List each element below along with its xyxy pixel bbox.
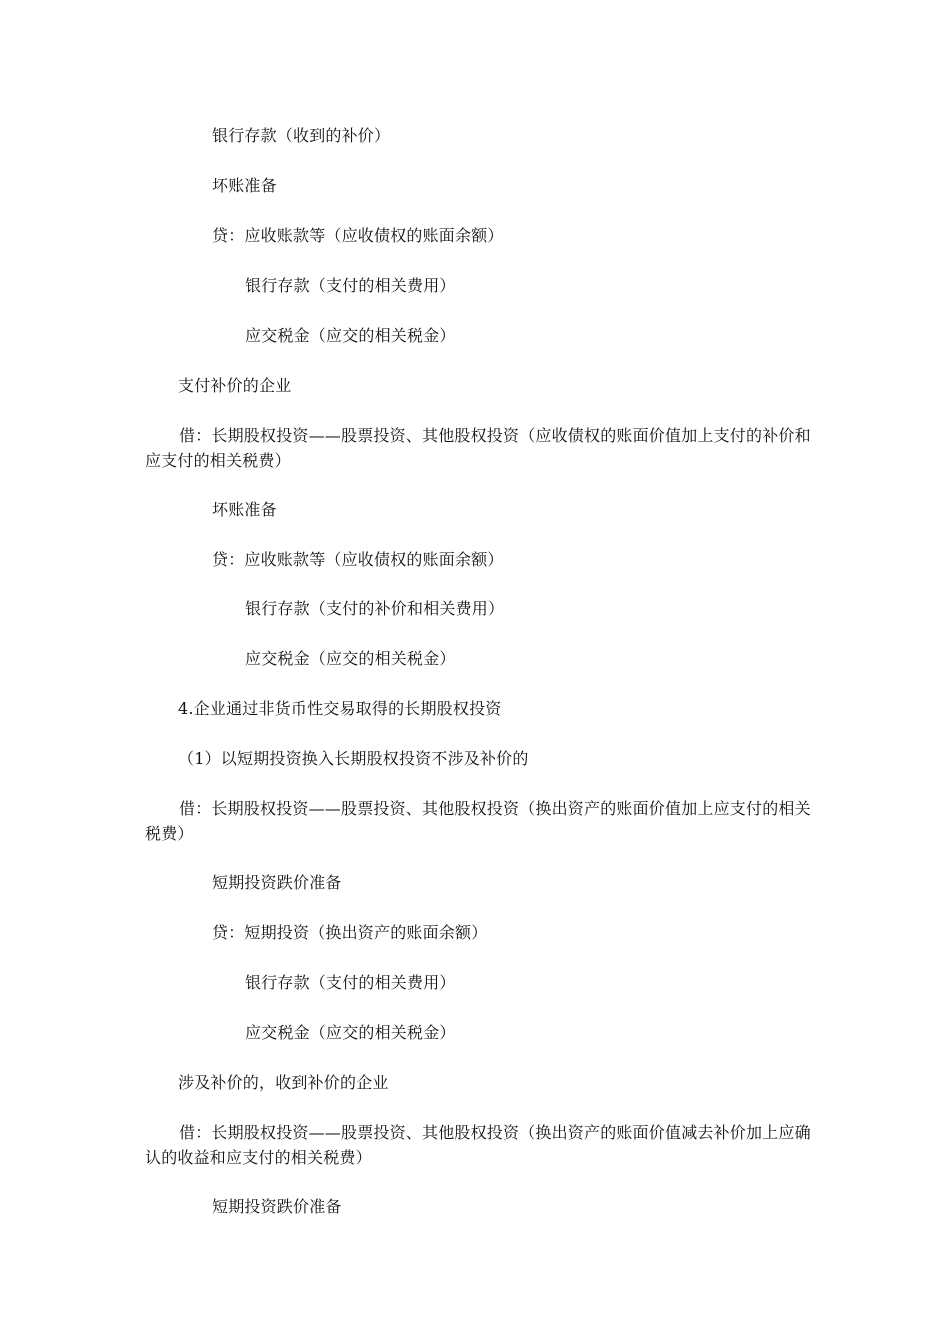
section-label: 支付补价的企业 bbox=[178, 376, 292, 395]
text-line: 坏账准备 bbox=[212, 500, 277, 519]
subsection-heading: （1）以短期投资换入长期股权投资不涉及补价的 bbox=[178, 749, 529, 768]
journal-entry-paragraph: 借：长期股权投资——股票投资、其他股权投资（应收债权的账面价值加上支付的补价和应支付的相关税费） bbox=[145, 426, 811, 470]
text-line: 贷：应收账款等（应收债权的账面余额） bbox=[212, 550, 504, 569]
text-line: 银行存款（支付的相关费用） bbox=[245, 276, 456, 295]
text-line: 贷：短期投资（换出资产的账面余额） bbox=[212, 923, 488, 942]
section-label: 涉及补价的，收到补价的企业 bbox=[178, 1073, 389, 1092]
text-line: 银行存款（收到的补价） bbox=[212, 126, 391, 145]
text-line: 应交税金（应交的相关税金） bbox=[245, 1023, 456, 1042]
journal-entry-paragraph: 借：长期股权投资——股票投资、其他股权投资（换出资产的账面价值加上应支付的相关税费） bbox=[145, 799, 811, 843]
text-line: 银行存款（支付的相关费用） bbox=[245, 973, 456, 992]
text-line: 银行存款（支付的补价和相关费用） bbox=[245, 599, 505, 618]
text-line: 贷：应收账款等（应收债权的账面余额） bbox=[212, 226, 504, 245]
text-line: 应交税金（应交的相关税金） bbox=[245, 326, 456, 345]
journal-entry-paragraph: 借：长期股权投资——股票投资、其他股权投资（换出资产的账面价值减去补价加上应确认的收益和应支付的相关税费） bbox=[145, 1123, 811, 1167]
text-line: 短期投资跌价准备 bbox=[212, 873, 342, 892]
text-line: 坏账准备 bbox=[212, 176, 277, 195]
text-line: 短期投资跌价准备 bbox=[212, 1197, 342, 1216]
text-line: 应交税金（应交的相关税金） bbox=[245, 649, 456, 668]
section-heading: 4.企业通过非货币性交易取得的长期股权投资 bbox=[178, 699, 502, 718]
